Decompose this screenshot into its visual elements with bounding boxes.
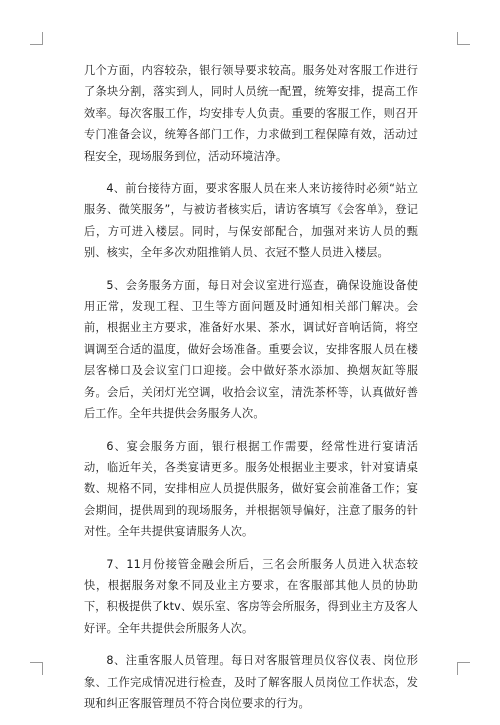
paragraph-continued: 几个方面，内容较杂，银行领导要求较高。服务处对客服工作进行了条块分割，落实到人，同时人员统一配置，统筹安排，提高工作效率。每次客服工作，均安排专人负责。重要的客服工作，则召开专门准备会议，统筹各部门工作，力求做到工程保障有效，活动过程安全，现场服务到位，活动环境洁净。 xyxy=(84,64,418,163)
paragraph-club-service: 7、11月份接管金融会所后，三名会所服务人员进入状态较快，根据服务对象不同及业主方要求，在客服部其他人员的协助下，积极提供了ktv、娱乐室、客房等会所服务，得到业主方及客人好评。全年共提供会所服务人次。 xyxy=(84,557,418,635)
crop-mark-bottom-left xyxy=(30,662,43,675)
document-body xyxy=(84,60,418,725)
crop-mark-top-left xyxy=(30,32,43,45)
crop-mark-bottom-right xyxy=(457,662,470,675)
paragraph-meeting-service: 5、会务服务方面，每日对会议室进行巡查，确保设施设备使用正常，发现工程、卫生等方面问题及时通知相关部门解决。会前，根据业主方要求，准备好水果、茶水，调试好音响话筒，将空调调至合适的温度，做好会场准备。重要会议，安排客服人员在楼层客梯口及会议室门口迎接。会中做好茶水添加、换烟灰缸等服务。会后，关闭灯光空调，收拾会议室，清洗茶杯等，认真做好善后工作。全年共提供会务服务人次。 xyxy=(84,278,418,421)
paragraph-banquet-service: 6、宴会服务方面，银行根据工作需要，经常性进行宴请活动，临近年关，各类宴请更多。服务处根据业主要求，针对宴请桌数、规格不同，安排相应人员提供服务，做好宴会前准备工作；宴会期间，提供周到的现场服务，并根据领导偏好，注意了服务的针对性。全年共提供宴请服务人次。 xyxy=(84,439,418,539)
paragraph-staff-management: 8、注重客服人员管理。每日对客服管理员仪容仪表、岗位形象、工作完成情况进行检查，及时了解客服人员岗位工作状态，发现和纠正客服管理员不符合岗位要求的行为。 xyxy=(84,654,418,710)
crop-mark-top-right xyxy=(457,32,470,45)
paragraph-reception: 4、前台接待方面，要求客服人员在来人来访接待时必须“站立服务、微笑服务”，与被访者核实后，请访客填写《会客单》，登记后，方可进入楼层。同时，与保安部配合，加强对来访人员的甄别、核实，全年多次劝阻推销人员、衣冠不整人员进入楼层。 xyxy=(84,182,418,260)
